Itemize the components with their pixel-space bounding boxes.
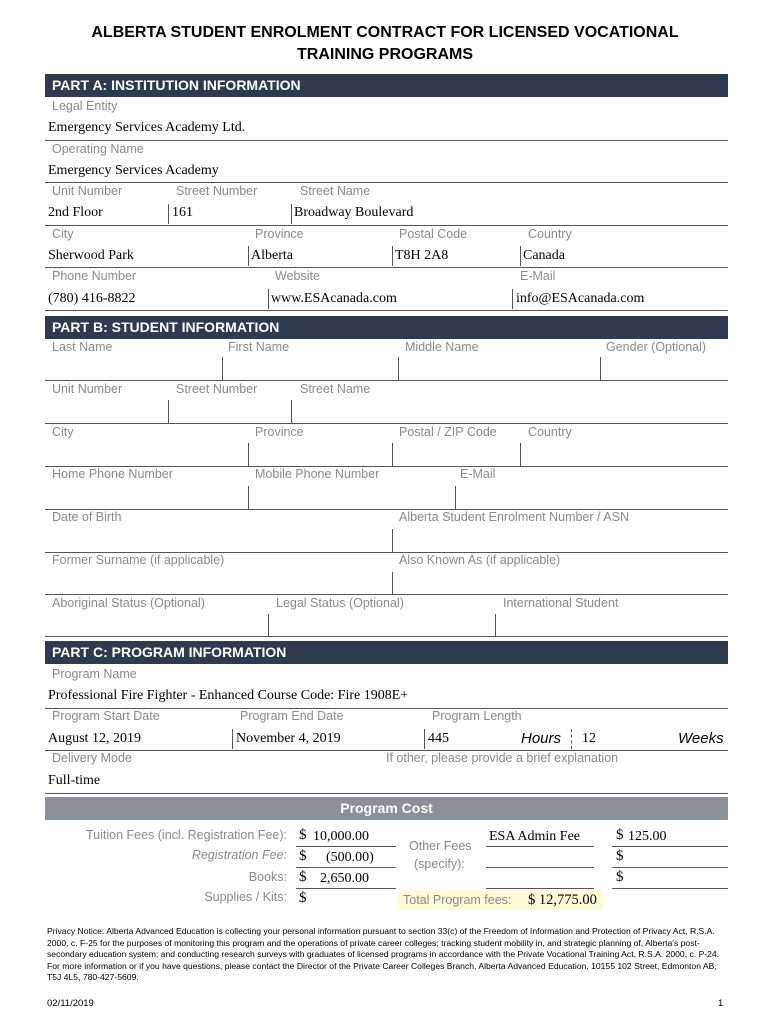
divider (248, 246, 249, 266)
divider (45, 182, 728, 183)
registration-currency: $ (299, 848, 307, 864)
street-name-label: Street Name (300, 184, 371, 198)
document-title-line-1: ALBERTA STUDENT ENROLMENT CONTRACT FOR LICENSED VOCATIONAL (91, 24, 679, 41)
divider (168, 204, 169, 224)
divider (168, 400, 169, 423)
divider (520, 443, 521, 466)
program-name-label: Program Name (52, 667, 137, 681)
phone-number-value[interactable]: (780) 416-8822 (48, 291, 136, 306)
aboriginal-status-label: Aboriginal Status (Optional) (52, 596, 205, 610)
divider (45, 267, 728, 268)
program-end-value[interactable]: November 4, 2019 (236, 731, 341, 746)
total-label: Total Program fees: (403, 893, 512, 907)
legal-entity-value[interactable]: Emergency Services Academy Ltd. (48, 120, 246, 135)
delivery-mode-value[interactable]: Full-time (48, 773, 101, 788)
first-name-label: First Name (228, 340, 290, 354)
part-b-header: PART B: STUDENT INFORMATION (45, 316, 728, 339)
mobile-phone-label: Mobile Phone Number (255, 467, 380, 481)
international-student-label: International Student (503, 596, 619, 610)
operating-name-value[interactable]: Emergency Services Academy (48, 163, 219, 178)
other-fee-3-currency: $ (616, 869, 624, 885)
city-value[interactable]: Sherwood Park (48, 248, 134, 263)
divider (495, 614, 496, 636)
other-fee-2-name-input[interactable] (486, 867, 594, 868)
divider (45, 225, 728, 226)
email-label: E-Mail (520, 269, 556, 283)
tuition-currency: $ (299, 827, 307, 843)
delivery-mode-label: Delivery Mode (52, 751, 132, 765)
other-fee-1-amount-underline (612, 846, 728, 847)
divider (268, 614, 269, 636)
middle-name-label: Middle Name (405, 340, 479, 354)
divider (222, 357, 223, 380)
divider (398, 357, 399, 380)
province-value[interactable]: Alberta (251, 248, 293, 263)
hours-unit: Hours (521, 730, 562, 747)
document-title-line-2: TRAINING PROGRAMS (297, 46, 473, 63)
divider (424, 729, 425, 749)
program-cost-header: Program Cost (45, 797, 728, 820)
other-fees-label-2: (specify): (414, 857, 465, 871)
program-name-value[interactable]: Professional Fire Fighter - Enhanced Course Code: Fire 1908E+ (48, 688, 409, 703)
divider (291, 400, 292, 423)
student-email-label: E-Mail (460, 467, 496, 481)
divider (248, 486, 249, 509)
other-fee-2-currency: $ (616, 848, 624, 864)
student-street-number-label: Street Number (176, 382, 258, 396)
other-explanation-label: If other, please provide a brief explanation (386, 751, 619, 765)
tuition-value[interactable]: 10,000.00 (313, 829, 369, 844)
tuition-fees-label: Tuition Fees (incl. Registration Fee): (85, 828, 287, 842)
program-hours-value[interactable]: 445 (428, 731, 449, 746)
other-fee-1-amount[interactable]: 125.00 (628, 829, 667, 844)
weeks-unit: Weeks (678, 730, 724, 747)
country-label: Country (528, 227, 572, 241)
divider (512, 289, 513, 309)
other-fee-2-amount-input[interactable] (612, 867, 728, 868)
postal-code-value[interactable]: T8H 2A8 (395, 248, 449, 263)
status-input[interactable] (45, 636, 728, 637)
student-address-input[interactable] (45, 423, 728, 424)
aka-label: Also Known As (if applicable) (399, 553, 561, 567)
student-province-label: Province (255, 425, 304, 439)
divider (600, 357, 601, 380)
gender-label: Gender (Optional) (606, 340, 707, 354)
province-label: Province (255, 227, 304, 241)
divider (392, 572, 393, 594)
program-weeks-value[interactable]: 12 (582, 731, 596, 746)
footer-date: 02/11/2019 (47, 998, 94, 1009)
other-fee-1-currency: $ (616, 827, 624, 843)
student-postal-label: Postal / ZIP Code (399, 425, 497, 439)
student-country-label: Country (528, 425, 572, 439)
website-value[interactable]: www.ESAcanada.com (271, 291, 397, 306)
books-label: Books: (248, 870, 287, 884)
registration-fee-label: Registration Fee: (191, 848, 287, 862)
legal-status-label: Legal Status (Optional) (276, 596, 404, 610)
program-length-label: Program Length (432, 709, 522, 723)
phone-number-label: Phone Number (52, 269, 137, 283)
other-fee-1-underline (486, 846, 594, 847)
country-value[interactable]: Canada (523, 248, 565, 263)
legal-entity-label: Legal Entity (52, 99, 118, 113)
program-start-value[interactable]: August 12, 2019 (48, 731, 141, 746)
divider (392, 443, 393, 466)
other-fees-label-1: Other Fees (409, 839, 472, 853)
part-a-header: PART A: INSTITUTION INFORMATION (45, 74, 728, 97)
supplies-label: Supplies / Kits: (204, 890, 287, 904)
website-label: Website (275, 269, 320, 283)
divider (392, 529, 393, 552)
street-name-value[interactable]: Broadway Boulevard (294, 205, 414, 220)
divider (45, 310, 728, 311)
city-label: City (52, 227, 74, 241)
student-street-name-label: Street Name (300, 382, 371, 396)
divider (520, 246, 521, 266)
other-fee-1-name[interactable]: ESA Admin Fee (489, 829, 581, 844)
total-value[interactable]: $ 12,775.00 (528, 892, 597, 908)
former-surname-input[interactable] (45, 594, 728, 595)
supplies-currency: $ (299, 890, 307, 906)
asn-label: Alberta Student Enrolment Number / ASN (399, 510, 629, 524)
student-city-label: City (52, 425, 74, 439)
total-program-fees (398, 890, 603, 910)
street-number-label: Street Number (176, 184, 258, 198)
divider (45, 793, 728, 794)
tuition-underline (296, 846, 396, 847)
privacy-notice: Privacy Notice: Alberta Advanced Education is collecting your personal information pursuant to section 33(c) of the Freedom of Information and Protection of Privacy Act, R.S.A. 2000, c. F-25 for the purposes of monitoring this program and the operations of private career colleges; tracking student mobility in, and strategic planning of, Alberta's post-secondary education system; and conducting research surveys with graduates of licensed programs in accordance with the Private Vocational Training Act, R.S.A. 2000, c. P-24. For more information or if you have questions, please contact the Director of the Private Career Colleges Branch, Alberta Advanced Education, 10155 102 Street, Edmonton AB, T5J 4L5, 780-427-5609. (47, 926, 720, 982)
divider (455, 486, 456, 509)
divider (291, 204, 292, 224)
dob-label: Date of Birth (52, 510, 122, 524)
registration-value[interactable]: (500.00) (326, 850, 374, 865)
home-phone-label: Home Phone Number (52, 467, 173, 481)
student-unit-label: Unit Number (52, 382, 123, 396)
books-underline (296, 888, 396, 889)
divider (392, 246, 393, 266)
street-number-value[interactable]: 161 (172, 205, 193, 220)
books-currency: $ (299, 869, 307, 885)
email-value[interactable]: info@ESAcanada.com (516, 291, 645, 306)
unit-number-value[interactable]: 2nd Floor (48, 205, 103, 220)
postal-code-label: Postal Code (399, 227, 468, 241)
program-end-label: Program End Date (240, 709, 344, 723)
divider (232, 729, 233, 749)
operating-name-label: Operating Name (52, 142, 144, 156)
other-fee-3-amount-input[interactable] (612, 888, 728, 889)
unit-number-label: Unit Number (52, 184, 123, 198)
page-number: 1 (718, 998, 724, 1009)
divider (248, 443, 249, 466)
registration-underline (296, 867, 396, 868)
divider (45, 140, 728, 141)
divider (571, 729, 572, 749)
last-name-label: Last Name (52, 340, 113, 354)
last-name-input[interactable] (45, 380, 728, 381)
former-surname-label: Former Surname (if applicable) (52, 553, 225, 567)
program-start-label: Program Start Date (52, 709, 160, 723)
part-c-header: PART C: PROGRAM INFORMATION (45, 641, 728, 664)
other-fee-3-name-input[interactable] (486, 888, 594, 889)
divider (268, 289, 269, 309)
books-value[interactable]: 2,650.00 (320, 871, 369, 886)
